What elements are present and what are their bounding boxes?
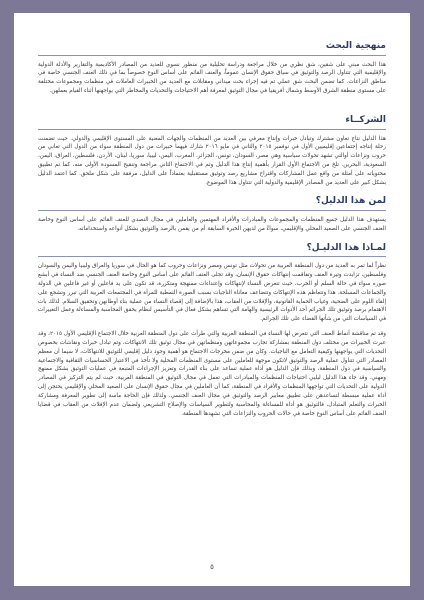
bottom-border-band	[0, 586, 424, 600]
section-audience	[38, 195, 386, 233]
section-paragraph: نظراً لما تمر به العديد من دول المنطقة العربية من تحولات مثل تونس ومصر ونزاعات وحروب كما هو الحال في سوريا والعراق وليبيا واليمن والسودان وفلسطين، تزايدت وتيرة العنف وتفاقمت إنتهاكات حقوق الإنسان، وقد تجلى العنف القائم على أساس النوع وخاصة العنف الجنسي ضد النساء في أبشع صوره سواء في حالة السلم أو الحرب، حيث تتعرض النساء لإنتهاكات وإعتداءات ممنهجة ومتكررة، قد تكون على يد فاعلين أو غير فاعلين في الدولة والجماعات المسلحة. هذا وتتعاظم هذه الإنتهاكات وتتضاعف معاناة الناجيات بسبب الصورة النمطية للمرأة في المجتمعات العربية التي تبرر وتشجع على إلقاء اللوم على الضحية، وغياب الحماية القانونية، والإفلات من العقاب، هذا بالإضافة إلى إقصاء النساء من عملية بناء أوطانهن وتحقيق السلام. لذلك بات الاهتمام برصد وتوثيق تلك الجرائم أحد الأدوات الرئيسية والهامة التي تساهم بشكل فعال في التأسيس لنظام يحقق المحاسبة والمساءلة وعمل التغييرات في السياسات التي من شأنها القضاء على تلك الجرائم.	[38, 263, 386, 323]
left-border-band	[0, 0, 14, 600]
section-heading: لمـاذا هذا الدليـل؟	[306, 242, 386, 253]
top-border-band	[0, 0, 424, 13]
section-heading: الشركــاء	[345, 114, 386, 125]
heading-divider	[38, 210, 386, 211]
section-paragraph: هذا البحث مبني على شقين، شق نظري من خلال مراجعة ودراسة تحليلية من منظور نسوي للعديد من المصادر الأكاديمية والتقارير والأدلة الدولية والإقليمية التي تتناول الرصد والتوثيق في سياق حقوق الإنسان عموماً، والعنف القائم على أساس النوع خصوصاً بما في ذلك العنف الجنسي خاصة في مناطق النزاعات. كما تضمن البحث شق عملي تم فيه إجراء بحث ميداني ومقابلات مع العديد من الخبيرات العاملات في منظمات ومجموعات مختلفة على مستوى منطقة الشرق الأوسط وشمال أفريقيا في مجال التوثيق لمعرفة أهم الاحتياجات والتحديات والمخاطر التي يواجهنها أثناء القيام بعملهن.	[38, 61, 386, 95]
section-heading: لمن هذا الدليل؟	[315, 196, 386, 207]
page-number: ٥	[210, 563, 214, 571]
section-rationale	[38, 242, 386, 419]
section-spacer	[38, 104, 386, 114]
right-border-band	[410, 0, 424, 600]
section-methodology	[38, 40, 386, 96]
section-partners	[38, 114, 386, 188]
page-content	[38, 40, 386, 426]
section-paragraph: يستهدف هذا الدليل جميع المنظمات والمجموعات والمبادرات والأفراد المهتمين والعاملين في مجال التصدي للعنف القائم على أساس النوع وخاصة العنف الجنسي على الصعيد المحلي والإقليمي، سواءً من لديهن الخبرة السابقة أم من يقمن بالرصد والتوثيق بشكل أنواعه واستخداماته.	[38, 217, 386, 232]
heading-divider	[38, 55, 386, 56]
section-heading: منهجية البحث	[325, 41, 386, 51]
section-paragraph: وقد تم مناقشة أنماط العنف التي تتعرض لها النساء في المنطقة العربية والتي طرأت على دول المنطقة العربية خلال الاجتماع الإقليمي الأول ٢٠١٥، وقد عبرت الخبيرات من مختلف دول المنطقة بمشاركة تجارب مجموعاتهن ومنظماتهن في مجال توثيق تلك الانتهاكات، وتم تبادل خبرات ونقاشات بخصوص التحديات التي يواجهنها وكيفية التعامل مع الناجيات. وكان من ضمن مخرجات الاجتماع هو أهمية وجود دليل إقليمي للتوثيق للانتهاكات، لا سيما أن معظم المصادر التي تتناول عملية الرصد والتوثيق لاتكون موجهة للعاملين على مستوى المنظمات المحلية ولا تأخذ في الاعتبار الحساسيات الثقافية والاجتماعية والسياسية في دول المنطقة، وبذلك فإن الدليل هو أداة عملية تساعد على بناء القدرات وتعزيز الإجراءات المتبعة في عمليات التوثيق بشكل ممنهج ومهني. وقد جاء هذا الدليل ليلبي احتياجات المنظمات والمبادرات التي تعمل في مجال التوثيق في المنطقة العربية، حيث لم يتم التركيز في المصادر الدولية على التحديات التي تواجهها المنظمات والأفراد في المنطقة، كما أن العاملين في مجال حقوق الإنسان على الصعيد المحلي والإقليمي يحتجن إلى أداة عملية مبسطة لتساعدهن على تطبيق معايير الرصد والتوثيق في مجال العنف الجنسي. ولذلك فإن الحاجة ماسة إلى تطوير المعرفة ومشاركة الخبرات والتعلم المتبادل، فالتوثيق هو أداة للمساءلة والمحاسبة ولتطوير السياسات والإصلاح التشريعي ولضمان عدم الإفلات من العقاب في قضايا العنف القائم على أساس النوع خاصة في حالات الحروب والنزاعات التي تشهدها المنطقة.	[38, 331, 386, 417]
heading-divider	[38, 129, 386, 130]
document-page	[14, 13, 410, 586]
section-paragraph: هذا الدليل نتاج تعاون مشترك وتبادل خبرات وإنتاج معرفي بين العديد من المنظمات والجهات المعنية على المستوى الإقليمي والدولي. حيث تضمنت رحلة إنتاجه إجتماعين إقليميين الأول في نوفمبر ٢٠١٥ والثاني في مايو ٢٠١٦ شارك فيهما خبيرات من دول المنطقة سواء من الدول التي تعاني من حروب ونزاعات أوالتي تشهد تحولات سياسية وهي مصر، السودان، تونس، الجزائر، المغرب، اليمن، ليبيا، سوريا، لبنان، الأردن، فلسطين، العراق، اليمن، السعودية، البحرين. تلخ من الاجتماع الأول القرار بأهمية إنتاج هذا الدليل وتم في الاجتماع الثاني مراجعة وتنقيح المسودة الأولى منه، كما تم تطبيق محتوياته على أمثلة من واقع عمل المشاركات واقتراح مشاريع رصد وتوثيق مستقبلية بعتماداً على الدليل، مرفقة على شكل ملحق. كما اعتمد الدليل بشكل كبير على العديد من المصادر الإقليمية والدولية التي تتناول هذا الموضوع.	[38, 135, 386, 186]
heading-divider	[38, 256, 386, 257]
